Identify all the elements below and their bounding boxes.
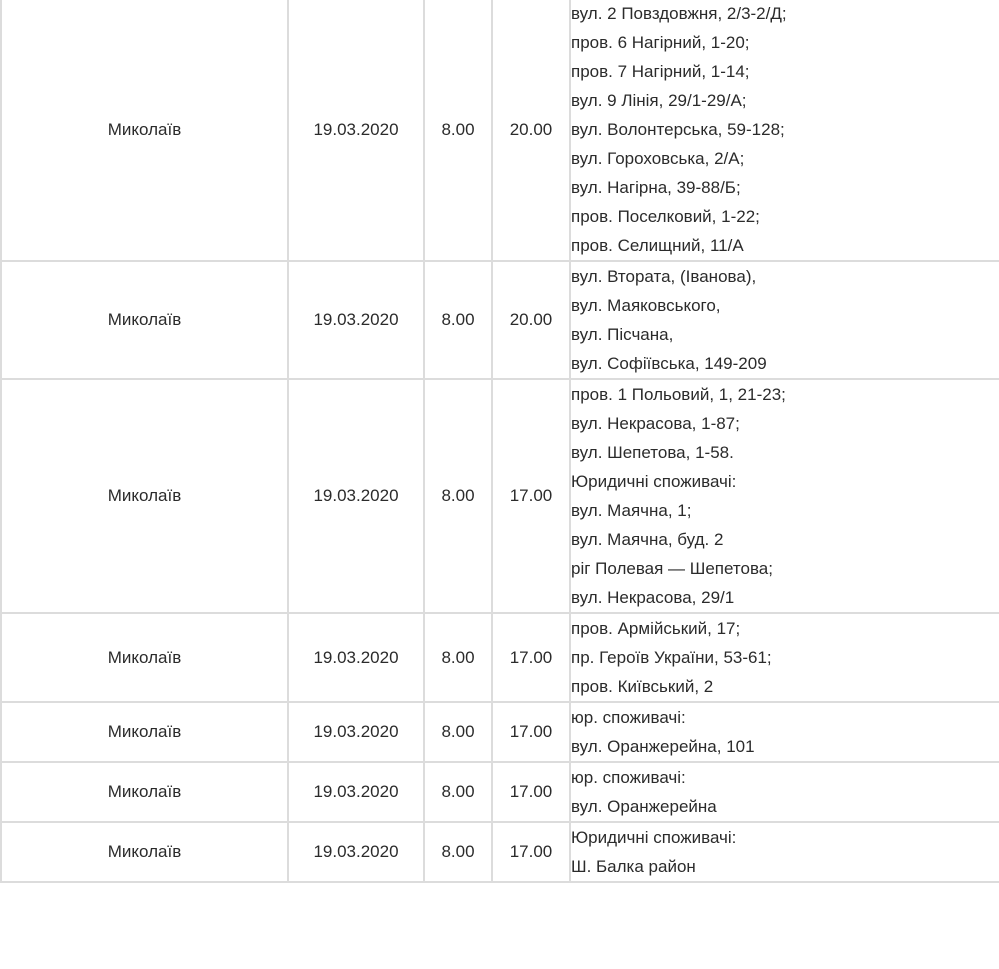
address-line: юр. споживачі: [571, 708, 686, 727]
date-cell: 19.03.2020 [288, 379, 424, 613]
address-line: вул. Оранжерейна, 101 [571, 737, 755, 756]
table-row [1, 762, 999, 822]
address-line: пров. Армійський, 17; [571, 619, 741, 638]
city-cell: Миколаїв [1, 822, 288, 882]
addresses-cell [570, 702, 999, 762]
address-line: пр. Героїв України, 53-61; [571, 648, 772, 667]
table-row [1, 822, 999, 882]
addresses-cell [570, 261, 999, 379]
table-row [1, 702, 999, 762]
end-time-cell: 17.00 [492, 762, 570, 822]
address-line: вул. Маячна, буд. 2 [571, 530, 724, 549]
city-cell: Миколаїв [1, 762, 288, 822]
address-line: вул. Шепетова, 1-58. [571, 443, 734, 462]
address-line: вул. Маячна, 1; [571, 501, 692, 520]
address-line: пров. 1 Польовий, 1, 21-23; [571, 385, 786, 404]
start-time-cell: 8.00 [424, 822, 492, 882]
start-time-cell: 8.00 [424, 379, 492, 613]
address-line: вул. 2 Повздовжня, 2/3-2/Д; [571, 4, 787, 23]
address-line: вул. Пісчана, [571, 325, 674, 344]
end-time-cell: 17.00 [492, 379, 570, 613]
city-cell: Миколаїв [1, 613, 288, 702]
date-cell: 19.03.2020 [288, 822, 424, 882]
table-row [1, 379, 999, 613]
date-cell: 19.03.2020 [288, 702, 424, 762]
city-cell: Миколаїв [1, 379, 288, 613]
address-line: пров. 7 Нагірний, 1-14; [571, 62, 750, 81]
address-line: пров. Поселковий, 1-22; [571, 207, 760, 226]
address-line: вул. Оранжерейна [571, 797, 717, 816]
address-line: вул. Некрасова, 29/1 [571, 588, 735, 607]
city-cell: Миколаїв [1, 0, 288, 261]
addresses-cell [570, 613, 999, 702]
date-cell: 19.03.2020 [288, 762, 424, 822]
addresses-cell [570, 822, 999, 882]
address-line: вул. Нагірна, 39-88/Б; [571, 178, 741, 197]
start-time-cell: 8.00 [424, 0, 492, 261]
address-line: Юридичні споживачі: [571, 828, 737, 847]
end-time-cell: 20.00 [492, 261, 570, 379]
table-row [1, 0, 999, 261]
address-line: вул. 9 Лінія, 29/1-29/А; [571, 91, 747, 110]
address-line: юр. споживачі: [571, 768, 686, 787]
end-time-cell: 17.00 [492, 613, 570, 702]
addresses-cell [570, 379, 999, 613]
start-time-cell: 8.00 [424, 702, 492, 762]
address-line: пров. 6 Нагірний, 1-20; [571, 33, 750, 52]
end-time-cell: 17.00 [492, 702, 570, 762]
end-time-cell: 17.00 [492, 822, 570, 882]
addresses-cell [570, 762, 999, 822]
address-line: вул. Некрасова, 1-87; [571, 414, 740, 433]
address-line: пров. Київський, 2 [571, 677, 714, 696]
date-cell: 19.03.2020 [288, 261, 424, 379]
table-body [1, 0, 999, 882]
address-line: вул. Втората, (Іванова), [571, 267, 757, 286]
address-line: вул. Софіївська, 149-209 [571, 354, 767, 373]
date-cell: 19.03.2020 [288, 613, 424, 702]
city-cell: Миколаїв [1, 702, 288, 762]
table-row [1, 613, 999, 702]
start-time-cell: 8.00 [424, 613, 492, 702]
start-time-cell: 8.00 [424, 762, 492, 822]
address-line: вул. Маяковського, [571, 296, 721, 315]
addresses-cell [570, 0, 999, 261]
address-line: Ш. Балка район [571, 857, 696, 876]
address-line: вул. Волонтерська, 59-128; [571, 120, 785, 139]
end-time-cell: 20.00 [492, 0, 570, 261]
address-line: ріг Полевая — Шепетова; [571, 559, 773, 578]
start-time-cell: 8.00 [424, 261, 492, 379]
table-row [1, 261, 999, 379]
address-line: пров. Селищний, 11/А [571, 236, 744, 255]
address-line: Юридичні споживачі: [571, 472, 737, 491]
city-cell: Миколаїв [1, 261, 288, 379]
address-line: вул. Гороховська, 2/А; [571, 149, 745, 168]
date-cell: 19.03.2020 [288, 0, 424, 261]
